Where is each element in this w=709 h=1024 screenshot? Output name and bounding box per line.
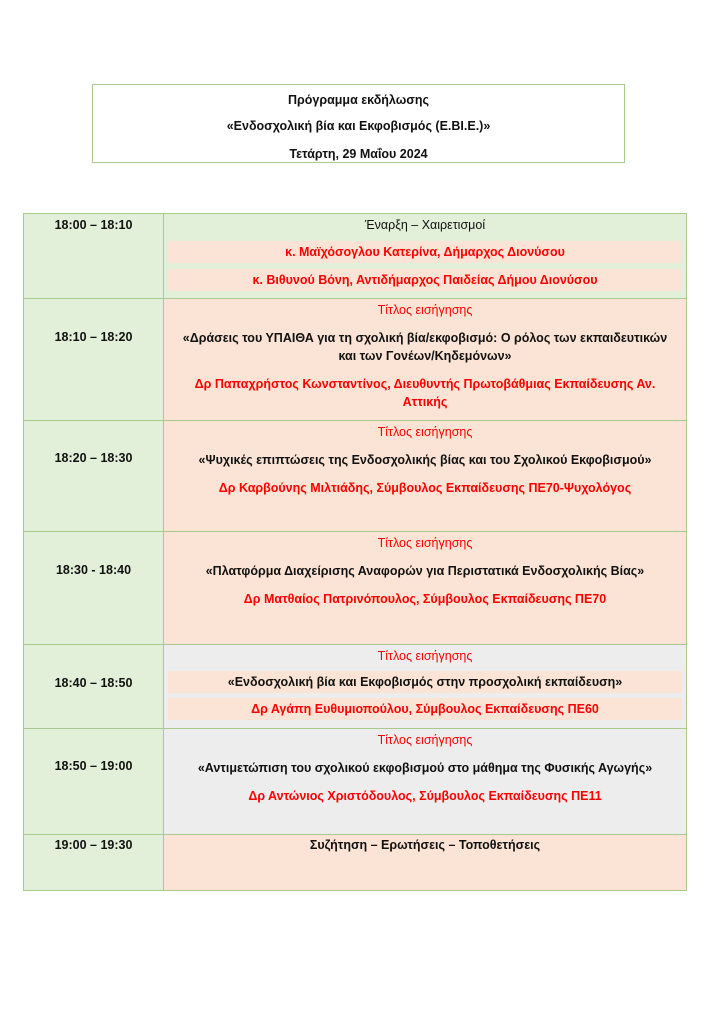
time-label: 18:30 - 18:40: [55, 563, 132, 577]
session-heading: Συζήτηση – Ερωτήσεις – Τοποθετήσεις: [309, 838, 541, 852]
talk-title: «Δράσεις του ΥΠΑΙΘΑ για τη σχολική βία/εκφοβισμό: Ο ρόλος των εκπαιδευτικών: [182, 331, 668, 345]
content-cell: [164, 835, 687, 891]
speaker-name-continued: Αττικής: [402, 395, 448, 409]
event-header: [92, 84, 625, 163]
table-row: [24, 214, 687, 299]
content-cell: [164, 532, 687, 645]
speaker-name: Δρ Αντώνιος Χριστόδουλος, Σύμβουλος Εκπαίδευσης ΠΕ11: [248, 789, 602, 803]
session-heading: Έναρξη – Χαιρετισμοί: [364, 218, 486, 232]
time-cell: [24, 645, 164, 729]
content-cell: [164, 421, 687, 532]
time-label: 19:00 – 19:30: [54, 838, 133, 852]
speaker-name: Δρ Παπαχρήστος Κωνσταντίνος, Διευθυντής Πρωτοβάθμιας Εκπαίδευσης Αν.: [194, 377, 656, 391]
content-cell: [164, 214, 687, 299]
event-title: «Ενδοσχολική βία και Εκφοβισμός (Ε.ΒΙ.Ε.)»: [226, 119, 491, 133]
time-cell: [24, 729, 164, 835]
time-label: 18:20 – 18:30: [54, 451, 133, 465]
table-row: [24, 645, 687, 729]
speaker-name: Δρ Ματθαίος Πατρινόπουλος, Σύμβουλος Εκπαίδευσης ΠΕ70: [243, 592, 607, 606]
talk-title: «Πλατφόρμα Διαχείρισης Αναφορών για Περιστατικά Ενδοσχολικής Βίας»: [205, 564, 645, 578]
time-label: 18:50 – 19:00: [54, 759, 133, 773]
speaker-name: Δρ Καρβούνης Μιλτιάδης, Σύμβουλος Εκπαίδευσης ΠΕ70-Ψυχολόγος: [218, 481, 632, 495]
time-cell: [24, 421, 164, 532]
time-cell: [24, 214, 164, 299]
talk-label: Τίτλος εισήγησης: [377, 733, 473, 747]
time-label: 18:00 – 18:10: [54, 218, 133, 232]
schedule-table: [23, 213, 687, 891]
talk-title: «Ψυχικές επιπτώσεις της Ενδοσχολικής βίας και του Σχολικού Εκφοβισμού»: [198, 453, 652, 467]
table-row: [24, 729, 687, 835]
content-cell: [164, 299, 687, 421]
speaker-name: κ. Μαϊχόσογλου Κατερίνα, Δήμαρχος Διονύσου: [285, 245, 565, 259]
program-title: Πρόγραμμα εκδήλωσης: [288, 93, 429, 107]
time-label: 18:10 – 18:20: [54, 330, 133, 344]
time-label: 18:40 – 18:50: [54, 676, 133, 690]
time-cell: [24, 299, 164, 421]
speaker-name: Δρ Αγάπη Ευθυμιοπούλου, Σύμβουλος Εκπαίδευσης ΠΕ60: [251, 702, 599, 716]
table-row: [24, 299, 687, 421]
table-row: [24, 421, 687, 532]
talk-title: «Αντιμετώπιση του σχολικού εκφοβισμού στο μάθημα της Φυσικής Αγωγής»: [197, 761, 653, 775]
talk-label: Τίτλος εισήγησης: [377, 425, 473, 439]
talk-label: Τίτλος εισήγησης: [377, 536, 473, 550]
talk-title-continued: και των Γονέων/Κηδεμόνων»: [338, 349, 512, 363]
speaker-name: κ. Βιθυνού Βόνη, Αντιδήμαρχος Παιδείας Δήμου Διονύσου: [252, 273, 598, 287]
content-cell: [164, 645, 687, 729]
table-row: [24, 835, 687, 891]
talk-label: Τίτλος εισήγησης: [377, 649, 473, 663]
talk-label: Τίτλος εισήγησης: [377, 303, 473, 317]
event-date: Τετάρτη, 29 Μαΐου 2024: [289, 147, 428, 161]
talk-title: «Ενδοσχολική βία και Εκφοβισμός στην προσχολική εκπαίδευση»: [227, 675, 623, 689]
table-row: [24, 532, 687, 645]
time-cell: [24, 835, 164, 891]
time-cell: [24, 532, 164, 645]
content-cell: [164, 729, 687, 835]
